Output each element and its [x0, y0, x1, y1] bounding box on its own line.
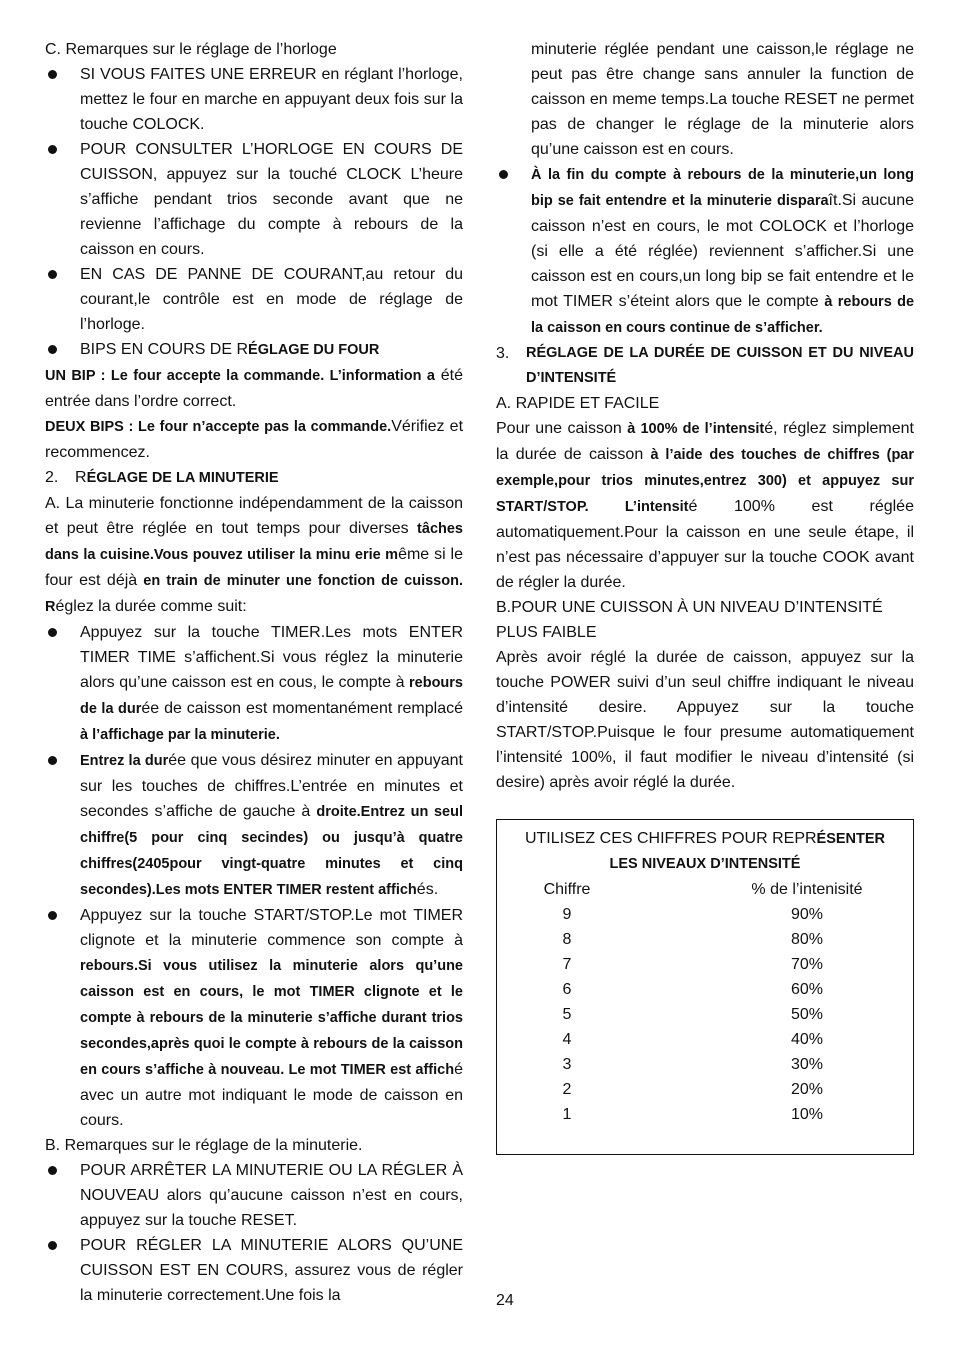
- one-beep-rest: été entrée dans l’ordre correct.: [45, 367, 463, 410]
- bullet-press-timer: [45, 620, 463, 748]
- quick-easy-paragraph: [496, 416, 914, 595]
- b7-part1: Appuyez sur la touche START/STOP.Le mot TIMER clignote et la minuterie commence son compte à: [80, 907, 463, 949]
- bullet-enter-duration: [45, 748, 463, 903]
- bullet-press-start: [45, 903, 463, 1133]
- column-header-chiffre: Chiffre: [543, 881, 591, 898]
- two-beeps-rest: Vérifiez et recommencez.: [45, 418, 464, 461]
- cell-chiffre: 7: [562, 956, 572, 973]
- ra-part4: à l’aide des touches de chiffres (par exemple,pour trios minutes,entrez 300) et appuyez sur START/STOP. L’intensit: [496, 447, 915, 515]
- b5-part1: Appuyez sur la touche TIMER.Les mots ENTER TIMER TIME s’affichent.Si vous réglez la minuterie alors qu’une caisson est en cous, le compte à: [80, 624, 463, 691]
- lower-intensity-heading: B.POUR UNE CUISSON À UN NIVEAU D’INTENSITÉ PLUS FAIBLE: [496, 599, 883, 641]
- cell-chiffre: 3: [562, 1056, 572, 1073]
- ra-part2: à 100% de l’intensit: [627, 421, 765, 437]
- intensity-table: [496, 819, 914, 1155]
- table-title-a: UTILISEZ CES CHIFFRES POUR REPR: [524, 830, 817, 847]
- table-row: [497, 1052, 913, 1077]
- cell-percent: 70%: [790, 956, 824, 973]
- left-column: [45, 37, 463, 1308]
- section-3-heading: [496, 341, 914, 391]
- b5-part2: rebours de la dur: [80, 675, 463, 717]
- bullet-beeps: [45, 337, 463, 363]
- section-2-number: 2.: [45, 469, 59, 486]
- two-beeps-text: [45, 414, 463, 465]
- cell-chiffre: 6: [562, 981, 572, 998]
- table-header-row: [497, 877, 913, 902]
- intensity-table-title: [497, 826, 913, 877]
- ra-part1: Pour une caisson: [496, 420, 628, 437]
- beeps-text-bold: ÉGLAGE DU FOUR: [248, 342, 380, 358]
- lower-intensity-paragraph: Après avoir réglé la durée de caisson, appuyez sur la touche POWER suivi d’un seul chiffre indiquant le niveau d’intensité desire. Appuyez sur la touche START/STOP.Puisque le four presume automatiquement l’intensité 100%, il faut modifier le niveau d’intensité (si desire) après avoir réglé la durée.: [496, 649, 914, 791]
- section-2-title-a: R: [75, 469, 87, 486]
- two-beeps-bold: DEUX BIPS : Le four n’accepte pas la commande.: [45, 419, 392, 435]
- cell-percent: 90%: [790, 906, 824, 923]
- right-column: [496, 37, 914, 795]
- table-row: [497, 1077, 913, 1102]
- table-body: [497, 902, 913, 1127]
- timer-a-part4: en train de minuter une fonction de cuisson. R: [45, 573, 463, 615]
- bullet-power-failure: EN CAS DE PANNE DE COURANT,au retour du courant,le contrôle est en mode de réglage de l’horloge.: [45, 262, 463, 337]
- timer-a-part2: tâches dans la cuisine.Vous pouvez utiliser la minu erie m: [45, 521, 463, 563]
- table-row: [497, 952, 913, 977]
- b6-part2: ée que vous désirez minuter en appuyant sur les touches de chiffres.L’entrée en minutes et secondes s’affiche de gauche à: [80, 752, 463, 820]
- table-row: [497, 1002, 913, 1027]
- cell-percent: 60%: [790, 981, 824, 998]
- b5-part3: ée de caisson est momentanément remplacé: [141, 700, 463, 717]
- table-row: [497, 977, 913, 1002]
- timer-paragraph-a: [45, 491, 463, 620]
- bullet-consult-clock: POUR CONSULTER L’HORLOGE EN COURS DE CUISSON, appuyez sur la touché CLOCK L’heure s’affiche pendant trios seconde avant que ne revienne l’affichage du compte à rebours de la caisson en cours.: [45, 137, 463, 262]
- bullet-end-of-countdown: [496, 162, 914, 341]
- section-2-title-b: ÉGLAGE DE LA MINUTERIE: [86, 470, 279, 486]
- cell-percent: 10%: [790, 1106, 824, 1123]
- cell-chiffre: 4: [562, 1031, 572, 1048]
- quick-easy-heading: A. RAPIDE ET FACILE: [496, 395, 660, 412]
- b6-part1: Entrez la dur: [80, 753, 169, 769]
- cell-percent: 50%: [790, 1006, 824, 1023]
- cell-percent: 80%: [790, 931, 824, 948]
- table-row: [497, 1102, 913, 1127]
- one-beep-bold: UN BIP : Le four accepte la commande. L’information a: [45, 368, 435, 384]
- cell-chiffre: 9: [562, 906, 572, 923]
- table-row: [497, 1027, 913, 1052]
- cell-chiffre: 8: [562, 931, 572, 948]
- b10-part2: ît.Si aucune caisson n’est en cours, le mot COLOCK et l’horloge (si elle a été réglée) reviennent s’afficher.Si une caisson est en cours,un long bip se fait entendre et le mot TIMER s’éteint alors que le compte: [531, 192, 914, 310]
- section-3-title: RÉGLAGE DE LA DURÉE DE CUISSON ET DU NIVEAU D’INTENSITÉ: [526, 345, 914, 386]
- table-title-line1: [497, 826, 913, 852]
- cell-percent: 30%: [790, 1056, 824, 1073]
- b10-part3: à rebours de la caisson en cours continue de s’afficher.: [531, 294, 915, 336]
- b10-part1: À la fin du compte à rebours de la minuterie,un long bip se fait entendre et la minuterie dispara: [531, 167, 914, 209]
- bullet-set-timer-during-cooking: POUR RÉGLER LA MINUTERIE ALORS QU’UNE CUISSON EST EN COURS, assurez vous de régler la minuterie correctement.Une fois la: [45, 1233, 463, 1308]
- bullet-error-clock: SI VOUS FAITES UNE ERREUR en réglant l’horloge, mettez le four en marche en appuyant deux fois sur la touche COLOCK.: [45, 62, 463, 137]
- section-2-heading: [45, 465, 463, 491]
- ra-part3: é, réglez simplement la durée de caisson: [496, 420, 914, 463]
- table-row: [497, 927, 913, 952]
- timer-a-part5: églez la durée comme suit:: [55, 598, 247, 615]
- table-title-line2: LES NIVEAUX D’INTENSITÉ: [609, 856, 801, 872]
- column-header-intensity: % de l’intenisité: [751, 881, 863, 898]
- table-row: [497, 902, 913, 927]
- ra-part5: é 100% est réglée automatiquement.Pour la caisson en une seule étape, il n’est pas nécessaire d’appuyer sur la touche COOK avant de régler la durée.: [496, 498, 914, 591]
- cell-percent: 40%: [790, 1031, 824, 1048]
- cell-percent: 20%: [790, 1081, 824, 1098]
- cell-chiffre: 1: [562, 1106, 572, 1123]
- cell-chiffre: 5: [562, 1006, 572, 1023]
- b7-part2: rebours.Si vous utilisez la minuterie alors qu’une caisson est en cours, le mot TIMER clignote et le compte à rebours de la minuterie s’affiche durant trios secondes,après quoi le compte à rebours de la caisson en cours s’affiche à nouveau. Le mot TIMER est affich: [80, 958, 463, 1078]
- timer-a-part3: ême si le four est déjà: [45, 546, 463, 589]
- bullet-stop-timer: POUR ARRÊTER LA MINUTERIE OU LA RÉGLER À NOUVEAU alors qu’aucune caisson n’est en cours, appuyez sur la touche RESET.: [45, 1158, 463, 1233]
- timer-a-part1: A. La minuterie fonctionne indépendamment de la caisson et peut être réglée en tout temps pour diverses: [45, 495, 463, 537]
- cell-chiffre: 2: [562, 1081, 572, 1098]
- beeps-text: BIPS EN COURS DE R: [80, 341, 249, 358]
- section-3-number: 3.: [496, 345, 510, 362]
- one-beep-text: [45, 363, 463, 414]
- b5-part4: à l’affichage par la minuterie.: [80, 727, 280, 743]
- b6-part3: droite.Entrez un seul chiffre(5 pour cinq secindes) ou jusqu’à quatre chiffres(2405pour vingt-quatre minutes et cinq secondes).Les mots ENTER TIMER restent affich: [80, 804, 463, 898]
- timer-notes-heading: B. Remarques sur le réglage de la minuterie.: [45, 1137, 363, 1154]
- b7-part3: é avec un autre mot indiquant le mode de caisson en cours.: [80, 1061, 463, 1129]
- table-title-b: ÉSENTER: [816, 831, 886, 847]
- bullet-continuation: minuterie réglée pendant une caisson,le réglage ne peut pas être change sans annuler la function de caisson en meme temps.La touche RESET ne permet pas de changer le réglage de la minuterie alors qu’une caisson est en cours.: [531, 41, 914, 158]
- clock-notes-heading: C. Remarques sur le réglage de l’horloge: [45, 41, 337, 58]
- page-number: 24: [496, 1292, 514, 1309]
- b6-part4: és.: [416, 881, 439, 898]
